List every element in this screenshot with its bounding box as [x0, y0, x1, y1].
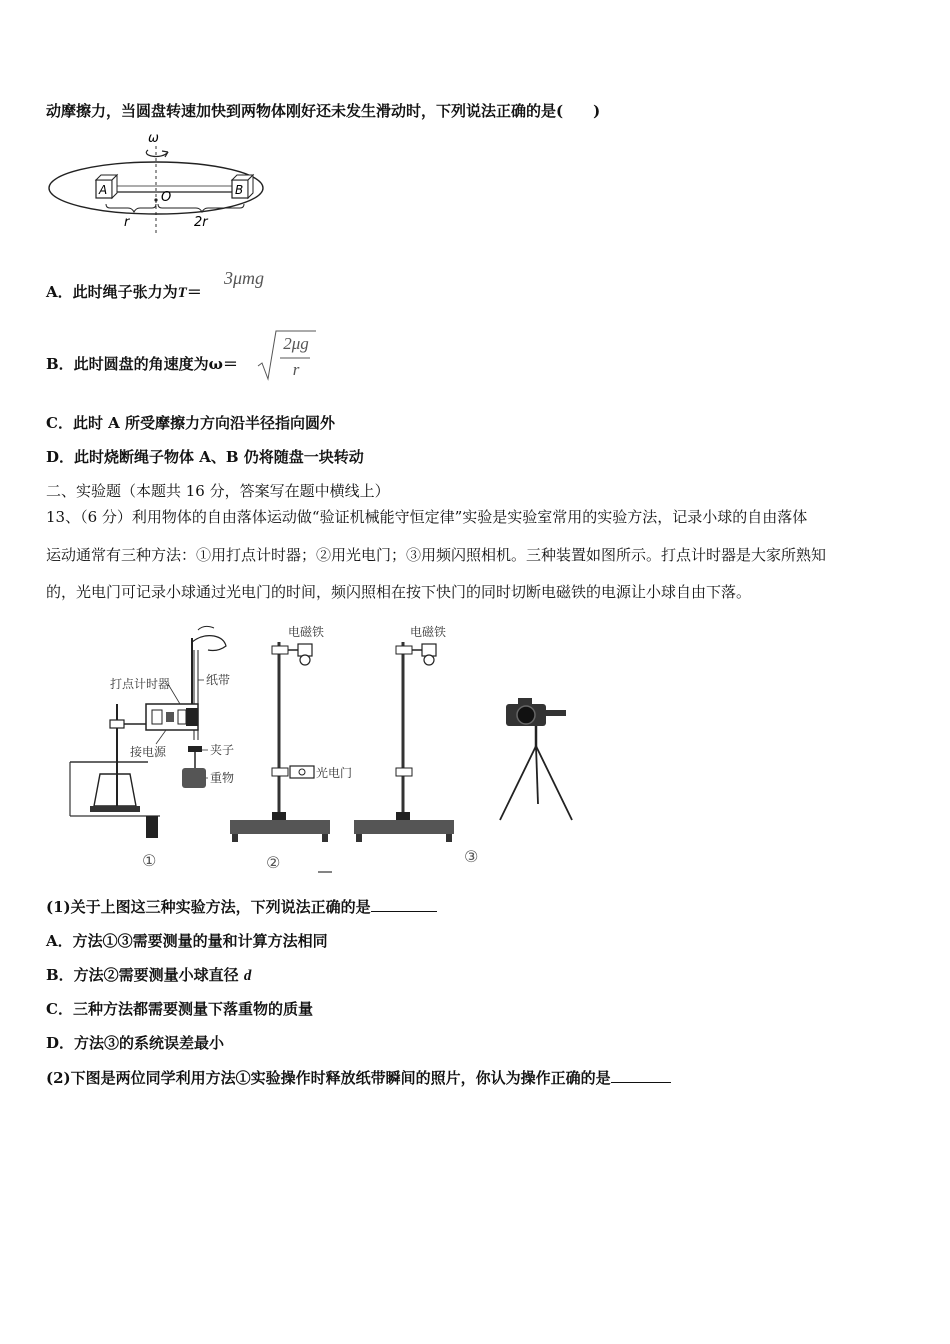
- sub1-question: (1)关于上图这三种实验方法，下列说法正确的是: [46, 898, 371, 916]
- sub1-option-c: C．三种方法都需要测量下落重物的质量: [46, 1000, 313, 1018]
- block-b-label: B: [235, 183, 244, 197]
- center-o-label: O: [161, 190, 172, 205]
- omega-label: ω: [148, 131, 159, 146]
- label-clamp: 夹子: [210, 743, 235, 757]
- label-magnet-2: 电磁铁: [288, 625, 325, 639]
- label-tape: 纸带: [206, 673, 231, 687]
- sub1-option-d: D．方法③的系统误差最小: [46, 1034, 225, 1052]
- camera-icon: [506, 698, 566, 726]
- sub2-answer-blank[interactable]: [611, 1068, 671, 1083]
- label-power: 接电源: [130, 745, 167, 759]
- label-photogate: 光电门: [316, 766, 353, 780]
- q13-line-2: 运动通常有三种方法：①用打点计时器；②用光电门；③用频闪照相机。三种装置如图所示。打点计时器是大家所熟知: [46, 546, 827, 564]
- option-a-value: 3μmg: [224, 268, 265, 288]
- figure-number-2: ②: [266, 853, 281, 872]
- sub1-option-b-variable: d: [243, 968, 252, 984]
- section-title: 二、实验题（本题共 16 分，答案写在题中横线上）: [46, 482, 390, 500]
- option-a-equals: ＝: [186, 283, 202, 301]
- two-r-label: 2r: [194, 215, 208, 230]
- sub1-question-line: [46, 897, 437, 917]
- sub1-option-b-line: [46, 965, 251, 986]
- option-c-line: C．此时 A 所受摩擦力方向沿半径指向圆外: [46, 414, 336, 432]
- label-timer: 打点计时器: [110, 677, 171, 691]
- label-weight: 重物: [210, 771, 235, 785]
- block-a-label: A: [99, 183, 108, 197]
- q13-line-3: 的，光电门可记录小球通过光电门的时间，频闪照相在按下快门的同时切断电磁铁的电源让小球自由下落。: [46, 583, 752, 601]
- figure-number-1: ①: [142, 851, 157, 870]
- option-a-variable: T: [177, 285, 187, 301]
- question-intro-line: 动摩擦力，当圆盘转速加快到两物体刚好还未发生滑动时，下列说法正确的是( ): [46, 102, 601, 120]
- option-b-denominator: r: [292, 360, 300, 379]
- rotating-disk-figure: [44, 128, 274, 240]
- label-magnet-3: 电磁铁: [410, 625, 447, 639]
- r-label: r: [124, 215, 130, 230]
- option-a-line: [46, 282, 202, 303]
- figure-number-3: ③: [464, 847, 479, 866]
- block-a: [96, 175, 117, 198]
- option-a-prefix: A．此时绳子张力为: [46, 283, 178, 301]
- apparatus-figure: [60, 620, 600, 882]
- block-b: [232, 175, 253, 198]
- tripod-icon: [500, 726, 572, 820]
- q13-line-1: 13、（6 分）利用物体的自由落体运动做“验证机械能守恒定律”实验是实验室常用的实验方法，记录小球的自由落体: [46, 508, 808, 526]
- sub1-answer-blank[interactable]: [371, 897, 437, 912]
- option-b-prefix: B．此时圆盘的角速度为ω＝: [46, 355, 238, 373]
- sub1-option-a: A．方法①③需要测量的量和计算方法相同: [46, 932, 328, 950]
- sub2-question: (2)下图是两位同学利用方法①实验操作时释放纸带瞬间的照片，你认为操作正确的是: [46, 1069, 611, 1087]
- sub1-option-b-prefix: B．方法②需要测量小球直径: [46, 966, 244, 984]
- option-b-numerator: 2μg: [283, 334, 309, 353]
- sub2-question-line: [46, 1068, 671, 1088]
- option-d-line: D．此时烧断绳子物体 A、B 仍将随盘一块转动: [46, 448, 364, 466]
